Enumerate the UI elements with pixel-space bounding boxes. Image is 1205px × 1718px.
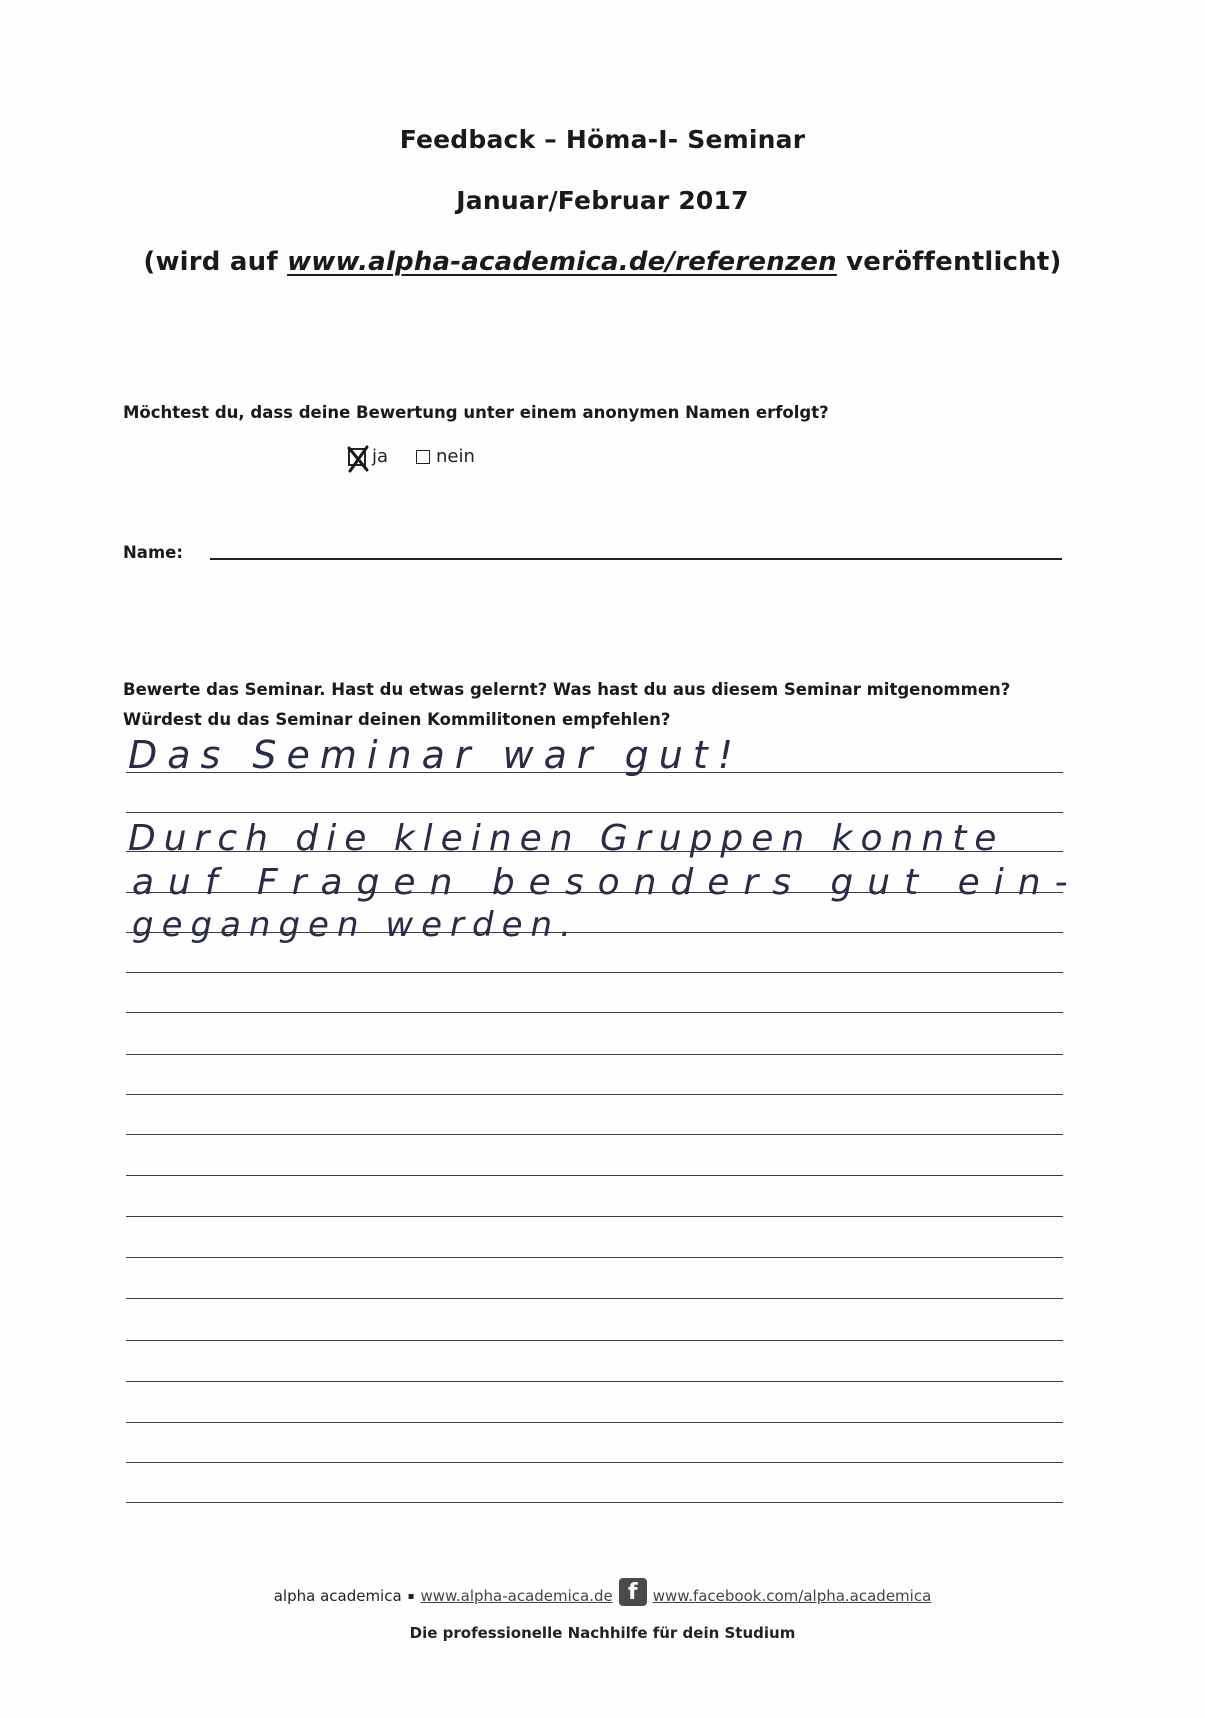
publication-note bbox=[0, 247, 1205, 277]
ruled-line bbox=[126, 1502, 1063, 1503]
option-ja[interactable] bbox=[348, 446, 388, 467]
handwritten-line-3: auf Fragen besonders gut ein- bbox=[132, 862, 1082, 903]
references-link[interactable]: www.alpha-academica.de/referenzen bbox=[287, 247, 837, 277]
checkbox-nein[interactable] bbox=[416, 450, 430, 464]
publication-note-suffix: veröffentlicht) bbox=[836, 247, 1062, 277]
footer-brand: alpha academica bbox=[273, 1587, 402, 1605]
form-title: Feedback – Höma-I- Seminar bbox=[399, 125, 806, 154]
footer-website-link[interactable]: www.alpha-academica.de bbox=[420, 1587, 613, 1605]
form-date: Januar/Februar 2017 bbox=[456, 186, 749, 215]
checkbox-ja-checked[interactable] bbox=[348, 448, 366, 466]
ruled-line bbox=[126, 1134, 1063, 1135]
publication-note-prefix: (wird auf bbox=[143, 247, 288, 277]
ruled-line bbox=[126, 1340, 1063, 1341]
name-field-line[interactable] bbox=[210, 558, 1062, 560]
ruled-line bbox=[126, 972, 1063, 973]
footer-contact bbox=[0, 1582, 1205, 1610]
footer-separator: ▪ bbox=[407, 1590, 415, 1602]
ruled-line bbox=[126, 1054, 1063, 1055]
handwritten-line-2: Durch die kleinen Gruppen konnte bbox=[128, 818, 1005, 859]
name-label: Name: bbox=[123, 543, 183, 562]
footer-tagline: Die professionelle Nachhilfe für dein Studium bbox=[409, 1624, 796, 1642]
review-question-line2: Würdest du das Seminar deinen Kommilitonen empfehlen? bbox=[123, 710, 671, 729]
ruled-line bbox=[126, 1012, 1063, 1013]
ruled-line bbox=[126, 1381, 1063, 1382]
footer-facebook-link[interactable]: www.facebook.com/alpha.academica bbox=[652, 1587, 932, 1605]
ruled-line bbox=[126, 1298, 1063, 1299]
ruled-line bbox=[126, 1094, 1063, 1095]
ruled-line bbox=[126, 1462, 1063, 1463]
option-ja-label: ja bbox=[372, 446, 389, 467]
ruled-line bbox=[126, 1175, 1063, 1176]
ruled-line bbox=[126, 812, 1063, 813]
facebook-icon[interactable]: f bbox=[619, 1578, 647, 1606]
anonymous-question: Möchtest du, dass deine Bewertung unter einem anonymen Namen erfolgt? bbox=[123, 403, 829, 422]
option-nein-label: nein bbox=[436, 446, 475, 467]
option-nein[interactable] bbox=[416, 446, 475, 467]
ruled-line bbox=[126, 1257, 1063, 1258]
ruled-line bbox=[126, 1216, 1063, 1217]
handwritten-line-1: Das Seminar war gut! bbox=[128, 733, 743, 777]
cross-mark-icon bbox=[345, 444, 373, 474]
handwritten-line-4: gegangen werden. bbox=[132, 905, 579, 945]
ruled-line bbox=[126, 1422, 1063, 1423]
review-question-line1: Bewerte das Seminar. Hast du etwas gelernt? Was hast du aus diesem Seminar mitgenommen? bbox=[123, 680, 1011, 699]
